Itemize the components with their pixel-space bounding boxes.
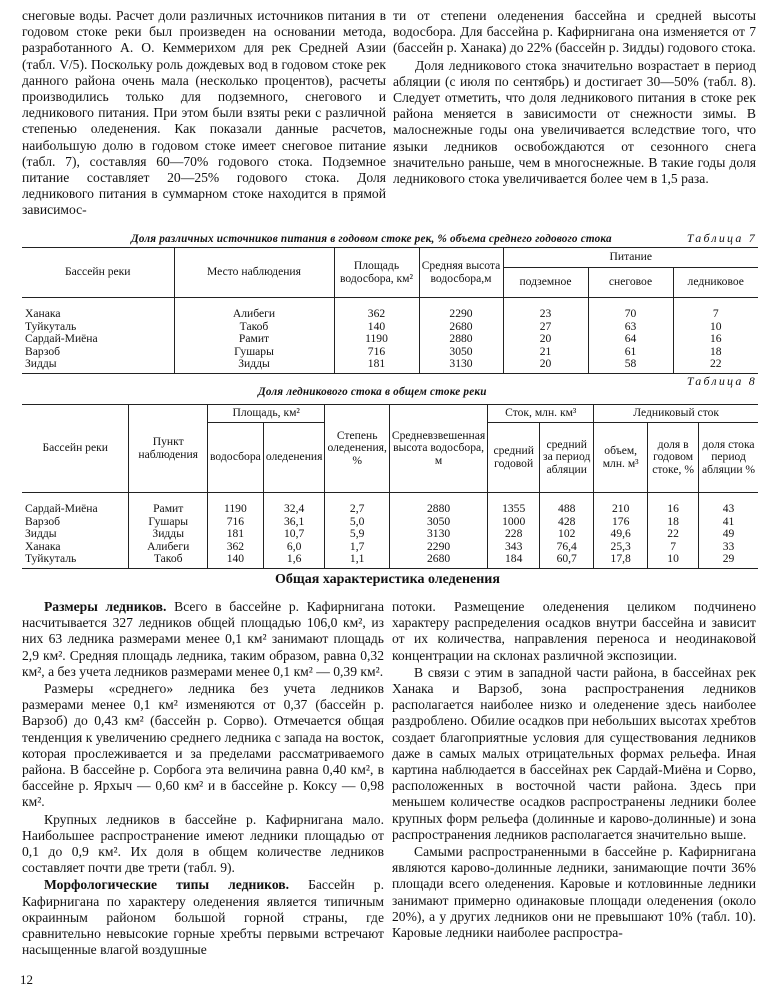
table-row <box>22 298 758 321</box>
cell: 140 <box>334 321 419 334</box>
cell: 10 <box>673 321 758 334</box>
paragraph-lead: Морфологические типы ледников. <box>44 877 290 893</box>
cell: 18 <box>648 516 699 529</box>
cell: Гушары <box>174 346 334 359</box>
table-row <box>22 553 758 568</box>
top-right-column <box>393 8 756 187</box>
cell: 3050 <box>389 516 487 529</box>
cell: 184 <box>488 553 540 568</box>
cell: Такоб <box>129 553 207 568</box>
table8-title: Доля ледникового стока в общем стоке реки <box>258 386 487 398</box>
cell: 33 <box>699 541 758 554</box>
table-8 <box>22 404 758 569</box>
table-row <box>22 358 758 373</box>
cell: 27 <box>503 321 588 334</box>
cell: 10,7 <box>263 528 325 541</box>
cell: 102 <box>540 528 594 541</box>
table-7 <box>22 247 758 374</box>
paragraph <box>22 877 384 958</box>
cell: Рамит <box>174 333 334 346</box>
cell: Туйкуталь <box>25 319 77 333</box>
cell: Рамит <box>129 493 207 516</box>
page-number: 12 <box>20 972 33 987</box>
paragraph: Доля ледникового стока значительно возрастает в период абляции (с июля по сентябрь) и достигает 30—50% (табл. 8). Следует отметить, что доля ледникового питания в стоке рек района меняется в зависимости от снежности зимы. В малоснежные годы она увеличивается вследствие того, что языки ледников освобождаются от сезонного снега значительно раньше, чем в многоснежные. В такие годы доля ледникового стока увеличивается более чем в 1,5 раза. <box>393 57 756 187</box>
cell: 10 <box>648 553 699 568</box>
cell: 181 <box>207 528 263 541</box>
cell: Варзоб <box>25 344 61 358</box>
cell: 2290 <box>419 298 503 321</box>
table8-caption: Таблица 8 <box>686 374 757 388</box>
paragraph: В связи с этим в западной части района, в бассейнах рек Ханака и Варзоб, зона распространения ледников располагается наиболее низко и оледенение здесь наиболее раздроблено. Обилие осадков при небольших высотах хребтов создает благоприятные условия для существования ледников даже в самых малых отрицательных формах рельефа. Иная картина наблюдается в бассейнах рек Сардай-Миёна и Сорво, расположенных в восточной части района. Здесь при меньшем количестве осадков распространены ледники более крупных форм рельефа (долинные и карово-долинные) и зона распространения ледников располагается значительно выше. <box>392 664 756 842</box>
cell: 210 <box>594 493 648 516</box>
cell: 22 <box>673 358 758 373</box>
cell: 16 <box>673 333 758 346</box>
cell: Варзоб <box>25 514 61 528</box>
paragraph: ти от степени оледенения бассейна и средней высоты водосбора. Для бассейна р. Кафирнигана она изменяется от 7 (бассейн р. Ханака) до 22% (бассейн р. Зидды) годового стока. <box>393 8 756 56</box>
table7-title: Доля различных источников питания в годовом стоке рек, % объема среднего годового стока <box>131 233 612 245</box>
cell: 3130 <box>419 358 503 373</box>
table-row <box>22 516 758 529</box>
cell: Сардай-Миёна <box>25 332 98 346</box>
cell: Зидды <box>129 528 207 541</box>
cell: 63 <box>588 321 673 334</box>
header-point: Пункт наблюдения <box>129 405 207 493</box>
cell: Зидды <box>25 357 57 371</box>
cell: 228 <box>488 528 540 541</box>
bottom-left-column <box>22 599 384 958</box>
cell: 21 <box>503 346 588 359</box>
cell: Алибеги <box>174 298 334 321</box>
header-glacier: ледниковое <box>673 268 758 298</box>
cell: 17,8 <box>594 553 648 568</box>
cell: 428 <box>540 516 594 529</box>
cell: 18 <box>673 346 758 359</box>
cell: 20 <box>503 358 588 373</box>
cell: 362 <box>334 298 419 321</box>
paragraph-lead: Размеры ледников. <box>44 599 167 614</box>
cell: 716 <box>334 346 419 359</box>
cell: 140 <box>207 553 263 568</box>
cell: 20 <box>503 333 588 346</box>
cell: 181 <box>334 358 419 373</box>
cell: 2680 <box>419 321 503 334</box>
cell: 7 <box>648 541 699 554</box>
header-basin: Бассейн реки <box>22 405 129 493</box>
cell: 1190 <box>207 493 263 516</box>
header-ground: подземное <box>503 268 588 298</box>
header-glaciation: оледенения <box>263 423 325 493</box>
cell: 7 <box>673 298 758 321</box>
cell: 64 <box>588 333 673 346</box>
cell: 1000 <box>488 516 540 529</box>
cell: 36,1 <box>263 516 325 529</box>
paragraph: Самыми распространенными в бассейне р. Кафирнигана являются карово-долинные ледники, занимающие почти 36% площади всего оледенения. Каровые и котловинные ледники занимают примерно одинаковые площади оледенения (около 20%), а у других ледников они не превышают 10% (табл. 10). Каровые ледники наиболее распростра- <box>392 844 756 941</box>
cell: 5,9 <box>325 528 389 541</box>
cell: 76,4 <box>540 541 594 554</box>
header-annual: средний годовой <box>488 423 540 493</box>
bottom-right-column <box>392 599 756 941</box>
table-row <box>22 493 758 516</box>
header-area: Площадь водосбора, км² <box>334 248 419 298</box>
paragraph <box>22 599 384 680</box>
cell: Ханака <box>25 539 61 553</box>
cell: 49,6 <box>594 528 648 541</box>
cell: 16 <box>648 493 699 516</box>
cell: 58 <box>588 358 673 373</box>
header-supply: Питание <box>503 248 758 268</box>
cell: 61 <box>588 346 673 359</box>
header-degree: Степень оледенения, % <box>325 405 389 493</box>
table-row <box>22 541 758 554</box>
cell: Такоб <box>174 321 334 334</box>
header-height: Средняя высота водосбора,м <box>419 248 503 298</box>
table-row <box>22 528 758 541</box>
header-height: Средневзвешенная высота водосбора, м <box>389 405 487 493</box>
cell: 1,6 <box>263 553 325 568</box>
cell: 70 <box>588 298 673 321</box>
header-basin: Бассейн реки <box>22 248 174 298</box>
header-snow: снеговое <box>588 268 673 298</box>
cell: 22 <box>648 528 699 541</box>
cell: Зидды <box>25 527 57 541</box>
table-row <box>22 333 758 346</box>
cell: 1190 <box>334 333 419 346</box>
cell: 488 <box>540 493 594 516</box>
cell: 343 <box>488 541 540 554</box>
paragraph: Крупных ледников в бассейне р. Кафирнигана мало. Наибольшее распространение имеют ледники площадью от 0,1 до 0,9 км². Их доля в общем количестве ледников составляет почти две трети (табл. 9). <box>22 811 384 876</box>
cell: 716 <box>207 516 263 529</box>
cell: 43 <box>699 493 758 516</box>
table7-caption: Таблица 7 <box>686 231 757 245</box>
cell: 23 <box>503 298 588 321</box>
cell: 29 <box>699 553 758 568</box>
top-left-column <box>22 8 386 219</box>
section-heading: Общая характеристика оледенения <box>275 572 500 587</box>
cell: 2680 <box>389 553 487 568</box>
cell: Алибеги <box>129 541 207 554</box>
header-share-ablation: доля стока период абляции % <box>699 423 758 493</box>
cell: 2,7 <box>325 493 389 516</box>
header-area: Площадь, км² <box>207 405 325 423</box>
cell: 1355 <box>488 493 540 516</box>
cell: Зидды <box>174 358 334 373</box>
cell: Туйкуталь <box>25 552 77 566</box>
cell: 3050 <box>419 346 503 359</box>
cell: Ханака <box>25 307 61 320</box>
cell: 362 <box>207 541 263 554</box>
cell: 6,0 <box>263 541 325 554</box>
cell: 176 <box>594 516 648 529</box>
cell: 32,4 <box>263 493 325 516</box>
cell: Сардай-Миёна <box>25 502 98 515</box>
cell: 1,7 <box>325 541 389 554</box>
header-flow: Сток, млн. км³ <box>488 405 594 423</box>
paragraph: снеговые воды. Расчет доли различных источников питания в годовом стоке реки был произведен на основании метода, разработанного А. О. Кеммерихом для рек Средней Азии (табл. V/5). Поскольку роль дождевых вод в годовом стоке рек данного района очень мала (несколько процентов), расчеты производились только для подземного, снегового и ледникового питания. При этом были взяты реки с различной степенью оледенения. Как показали данные расчетов, наибольшую долю в годовом стоке имеет снеговое питание (табл. 7), составляя 60—70% годового стока. Подземное питание составляет 20—25% годового стока. Доля ледникового питания в суммарном стоке находится в прямой зависимос- <box>22 8 386 218</box>
paragraph-text: Всего в бассейне р. Кафирнигана насчитывается 327 ледников общей площадью 106,0 км², из них 63 ледника размерами менее 0,1 км² занимают площадь 2,9 км². Средняя площадь ледника, таким образом, равна 0,32 км², а без учета ледников размерами менее 0,1 км² — 0,39 км². <box>22 599 384 679</box>
cell: 1,1 <box>325 553 389 568</box>
cell: 5,0 <box>325 516 389 529</box>
cell: 3130 <box>389 528 487 541</box>
cell: 2880 <box>389 493 487 516</box>
header-glacier-flow: Ледниковый сток <box>594 405 758 423</box>
paragraph: потоки. Размещение оледенения целиком подчинено характеру распределения осадков внутри бассейна и зависит от их количества, направления переноса и неодинаковой концентрации на склонах различной экспозиции. <box>392 599 756 663</box>
paragraph-text: Бассейн р. Кафирнигана по характеру оледенения является типичным окраинным районом большой горной страны, где сравнительно невысокие горные хребты первыми встречают насыщенные влагой воздушные <box>22 877 384 958</box>
header-catchment: водосбора <box>207 423 263 493</box>
paragraph: Размеры «среднего» ледника без учета ледников размерами менее 0,1 км² изменяются от 0,37 (бассейн р. Варзоб) до 0,43 км² (бассейн р. Сорво). Отмечается общая тенденция к увеличению среднего ледника с запада на восток, которая прослеживается и за пределами рассматриваемого района. В бассейне р. Сорбога эта величина равна 0,40 км², в бассейне р. Ярхыч — 0,60 км² и в бассейне р. Коксу — 0,98 км². <box>22 681 384 810</box>
header-place: Место наблюдения <box>174 248 334 298</box>
cell: 41 <box>699 516 758 529</box>
table-row <box>22 321 758 334</box>
table-row <box>22 346 758 359</box>
cell: 2290 <box>389 541 487 554</box>
cell: 60,7 <box>540 553 594 568</box>
header-volume: объем, млн. м³ <box>594 423 648 493</box>
cell: 25,3 <box>594 541 648 554</box>
header-ablation: средний за период абляции <box>540 423 594 493</box>
cell: 2880 <box>419 333 503 346</box>
cell: 49 <box>699 528 758 541</box>
header-share-year: доля в годовом стоке, % <box>648 423 699 493</box>
cell: Гушары <box>129 516 207 529</box>
